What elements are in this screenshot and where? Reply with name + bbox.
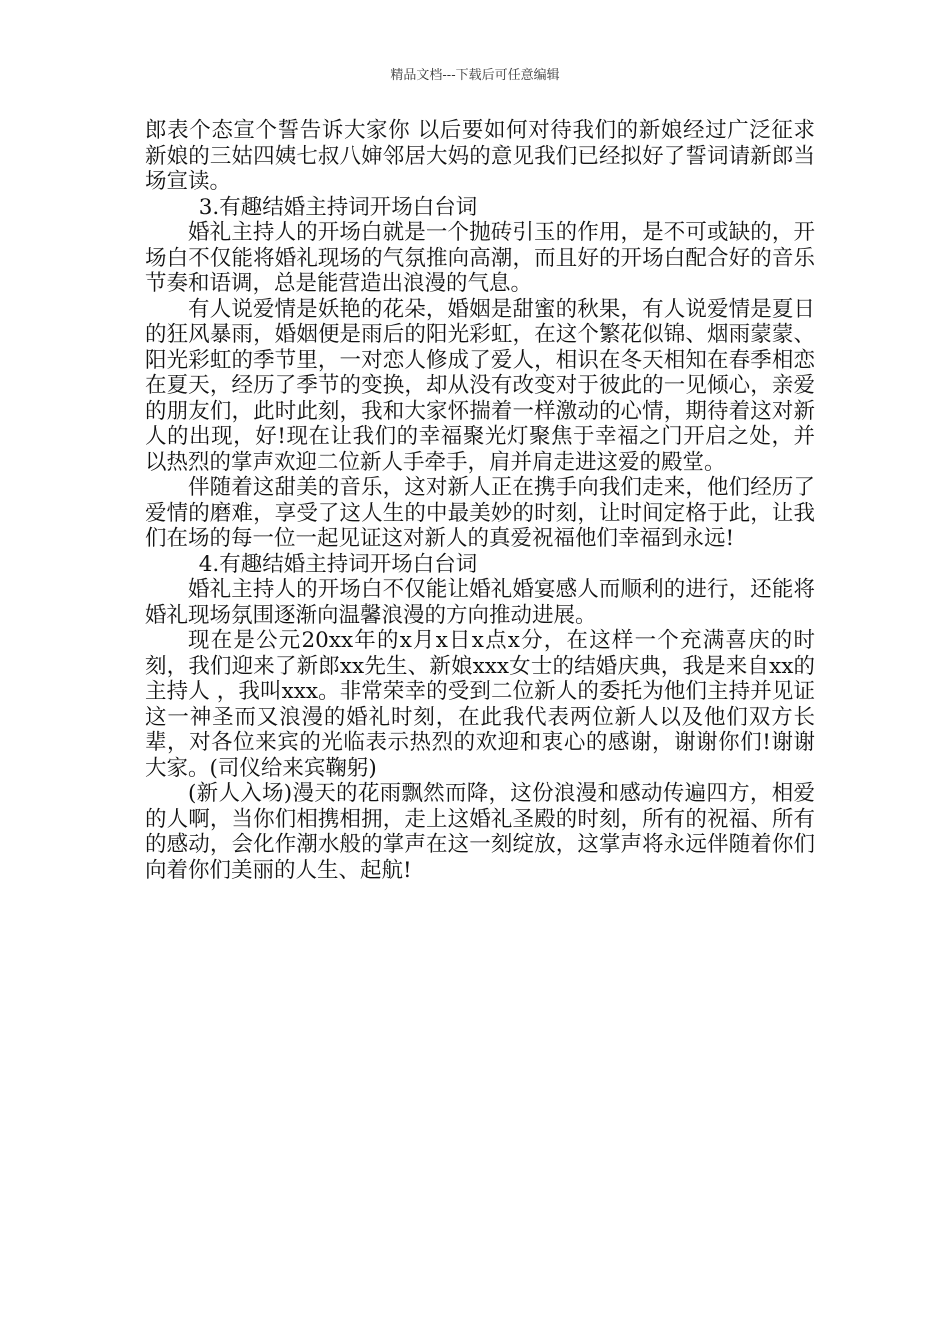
paragraph: 伴随着这甜美的音乐，这对新人正在携手向我们走来，他们经历了爱情的磨难，享受了这人生的中最美妙的时刻，让时间定格于此，让我们在场的每一位一起见证这对新人的真爱祝福他们幸福到永远! [145,475,815,551]
document-body [145,118,815,883]
paragraph: (新人入场)漫天的花雨飘然而降，这份浪漫和感动传遍四方，相爱的人啊，当你们相携相拥，走上这婚礼圣殿的时刻，所有的祝福、所有的感动，会化作潮水般的掌声在这一刻绽放，这掌声将永远伴随着你们向着你们美丽的人生、起航! [145,781,815,883]
page-header: 精品文档---下载后可任意编辑 [390,68,560,83]
paragraph: 现在是公元20xx年的x月x日x点x分，在这样一个充满喜庆的时刻，我们迎来了新郎xx先生、新娘xxx女士的结婚庆典，我是来自xx的主持人 ，我叫xxx。非常荣幸的受到二位新人的委托为他们主持并见证这一神圣而又浪漫的婚礼时刻，在此我代表两位新人以及他们双方长辈，对各位来宾的光临表示热烈的欢迎和衷心的感谢，谢谢你们!谢谢大家。(司仪给来宾鞠躬) [145,628,815,781]
paragraph: 婚礼主持人的开场白就是一个抛砖引玉的作用，是不可或缺的，开场白不仅能将婚礼现场的气氛推向高潮，而且好的开场白配合好的音乐节奏和语调，总是能营造出浪漫的气息。 [145,220,815,296]
paragraph: 婚礼主持人的开场白不仅能让婚礼婚宴感人而顺利的进行，还能将婚礼现场氛围逐渐向温馨浪漫的方向推动进展。 [145,577,815,628]
section-heading-4: 4.有趣结婚主持词开场白台词 [198,551,478,577]
paragraph: 有人说爱情是妖艳的花朵，婚姻是甜蜜的秋果，有人说爱情是夏日的狂风暴雨，婚姻便是雨后的阳光彩虹，在这个繁花似锦、烟雨蒙蒙、阳光彩虹的季节里，一对恋人修成了爱人，相识在冬天相知在春季相恋在夏天，经历了季节的变换，却从没有改变对于彼此的一见倾心，亲爱的朋友们，此时此刻，我和大家怀揣着一样激动的心情，期待着这对新人的出现，好!现在让我们的幸福聚光灯聚焦于幸福之门开启之处，并以热烈的掌声欢迎二位新人手牵手，肩并肩走进这爱的殿堂。 [145,296,815,475]
section-heading-3: 3.有趣结婚主持词开场白台词 [198,194,478,220]
paragraph-continuation: 郎表个态宣个誓告诉大家你 以后要如何对待我们的新娘经过广泛征求新娘的三姑四姨七叔八婶邻居大妈的意见我们已经拟好了誓词请新郎当场宣读。 [145,118,815,194]
